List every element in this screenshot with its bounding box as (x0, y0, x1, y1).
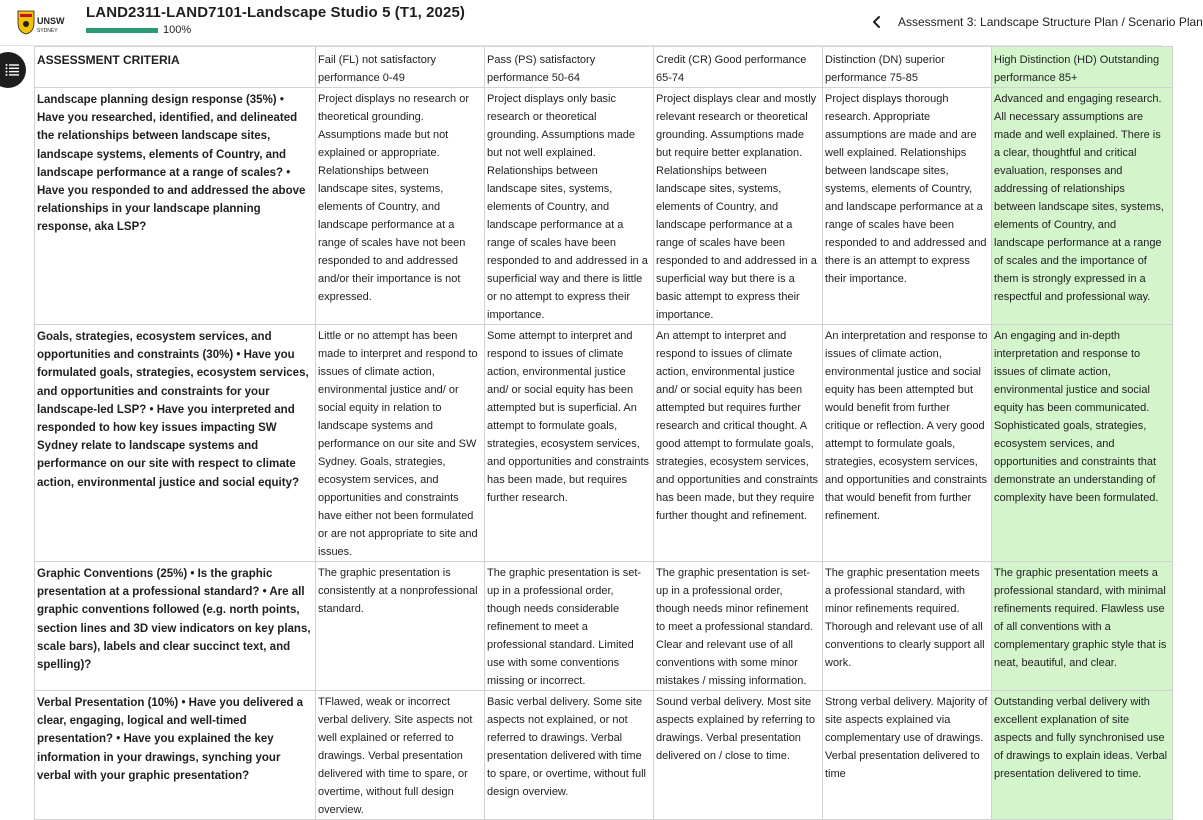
rubric-table (34, 46, 1173, 820)
rubric-cell-distinction (823, 562, 992, 691)
descriptor-text: The graphic presentation is set-up in a professional order, though needs considerable refinement to meet a professional standard. Limited use with some conventions missing or incorrect. (487, 567, 642, 687)
logo-text: UNSW (37, 16, 65, 26)
criterion-cell (35, 325, 316, 562)
level-label: Credit (CR) Good performance 65-74 (656, 54, 807, 84)
level-header-high-distinction (992, 47, 1173, 88)
descriptor-text: Project displays thorough research. Appropriate assumptions are made and are well explained. Relationships between landscape sites, systems, elements of Country, and landscape performance at a range of scales have been responded to and addressed and there is an attempt to express their importance. (825, 93, 987, 285)
progress-bar (86, 28, 158, 33)
progress-fill (86, 28, 158, 33)
rubric-cell-pass (485, 88, 654, 325)
breadcrumb[interactable]: Assessment 3: Landscape Structure Plan / Scenario Plan (898, 15, 1203, 29)
rubric-cell-distinction (823, 88, 992, 325)
rubric-cell-high-distinction (992, 562, 1173, 691)
criteria-heading: ASSESSMENT CRITERIA (37, 53, 180, 67)
level-label: Pass (PS) satisfactory performance 50-64 (487, 54, 596, 84)
criterion-text: Goals, strategies, ecosystem services, and opportunities and constraints (30%) • Have you formulated goals, strategies, ecosystem services, and opportunities and constraints for your landscape-led LSP? • Have you interpreted and responded to how key issues impacting SW Sydney relate to landscape systems and performance on our site with respect to climate action, environmental justice and social equity? (37, 331, 309, 489)
descriptor-text: An interpretation and response to issues of climate action, environmental justice and social equity has been attempted but would benefit from further critique or reflection. A very good attempt to formulate goals, strategies, ecosystem services, and opportunities and constraints that would benefit from further refinement. (825, 330, 988, 522)
descriptor-text: The graphic presentation is set-up in a professional order, though needs minor refinement to meet a professional standard. Clear and relevant use of all conventions with some minor mistakes / missing information. (656, 567, 814, 687)
descriptor-text: TFlawed, weak or incorrect verbal delivery. Site aspects not well explained or referred to drawings. Verbal presentation delivered with time to spare, or overtime, without full design overview. (318, 696, 473, 816)
logo-subtext: SYDNEY (37, 28, 58, 34)
rubric-row-goals-strategies (35, 325, 1173, 562)
rubric-cell-credit (654, 88, 823, 325)
rubric-cell-credit (654, 325, 823, 562)
rubric-cell-high-distinction (992, 88, 1173, 325)
rubric-cell-fail (316, 88, 485, 325)
descriptor-text: Outstanding verbal delivery with excellent explanation of site aspects and fully synchronised use of drawings to explain ideas. Verbal presentation delivered to time. (994, 696, 1168, 780)
rubric-cell-fail (316, 325, 485, 562)
rubric-cell-fail (316, 562, 485, 691)
level-header-pass (485, 47, 654, 88)
rubric-cell-distinction (823, 691, 992, 820)
level-label: Distinction (DN) superior performance 75-85 (825, 54, 945, 84)
criterion-cell (35, 562, 316, 691)
descriptor-text: An attempt to interpret and respond to issues of climate action, environmental justice and/ or social equity has been attempted but requires further research and critical thought. A good attempt to formulate goals, strategies, ecosystem services, and opportunities and constraints has been made, but they require further thought and refinement. (656, 330, 819, 522)
descriptor-text: Basic verbal delivery. Some site aspects not explained, or not referred to drawings. Verbal presentation delivered with time to spare, or overtime, without full design overview. (487, 696, 646, 798)
course-title: LAND2311-LAND7101-Landscape Studio 5 (T1, 2025) (86, 4, 465, 21)
descriptor-text: Project displays only basic research or theoretical grounding. Assumptions made but not well explained. Relationships between landscape sites, systems, elements of Country, and landscape performance at a range of scales have been responded to and addressed in a superficial way and there is little or no attempt to express their importance. (487, 93, 648, 321)
rubric-cell-pass (485, 325, 654, 562)
rubric-cell-credit (654, 691, 823, 820)
descriptor-text: Little or no attempt has been made to interpret and respond to issues of climate action, environmental justice and/ or social equity in relation to landscape systems and performance on our site and SW Sydney. Goals, strategies, ecosystem services, and opportunities and constraints have either not been formulated or are not appropriate to site and issues. (318, 330, 478, 558)
criterion-cell (35, 88, 316, 325)
descriptor-text: Sound verbal delivery. Most site aspects explained by referring to drawings. Verbal presentation delivered on / close to time. (656, 696, 815, 762)
rubric-row-landscape-planning (35, 88, 1173, 325)
top-header (0, 0, 1203, 46)
descriptor-text: Project displays clear and mostly relevant research or theoretical grounding. Assumptions made but require better explanation. Relationships between landscape sites, systems, elements of Country, and landscape performance at a range of scales have been responded to and addressed in a superficial way but there is a basic attempt to express their importance. (656, 93, 817, 321)
rubric-cell-pass (485, 562, 654, 691)
rubric-row-graphic-conventions (35, 562, 1173, 691)
rubric-cell-high-distinction (992, 691, 1173, 820)
level-header-distinction (823, 47, 992, 88)
level-label: High Distinction (HD) Outstanding performance 85+ (994, 54, 1160, 84)
rubric-cell-credit (654, 562, 823, 691)
descriptor-text: An engaging and in-depth interpretation and response to issues of climate action, environmental justice and social equity has been communicated. Sophisticated goals, strategies, ecosystem services, and opportunities and constraints that demonstrate an understanding of complexity have been formulated. (994, 330, 1159, 504)
list-menu-icon (5, 63, 19, 77)
rubric-cell-pass (485, 691, 654, 820)
descriptor-text: Some attempt to interpret and respond to issues of climate action, environmental justice and/ or social equity has been attempted but is superficial. An attempt to formulate goals, strategies, ecosystem services, and opportunities and constraints has been made, but requires further research. (487, 330, 650, 504)
chevron-left-icon[interactable] (868, 13, 886, 31)
descriptor-text: Advanced and engaging research. All necessary assumptions are made and well explained. There is a clear, thoughtful and critical evaluation, responses and addressing of relationships between landscape sites, systems, elements of Country, and landscape performance at a range of scales and the importance of them is strongly expressed in a respectful and professional way. (994, 93, 1164, 303)
rubric-header-row (35, 47, 1173, 88)
rubric-cell-distinction (823, 325, 992, 562)
descriptor-text: The graphic presentation is consistently at a nonprofessional standard. (318, 567, 478, 615)
criterion-cell (35, 691, 316, 820)
level-header-fail (316, 47, 485, 88)
rubric-container (34, 46, 1168, 820)
unsw-logo[interactable] (16, 9, 70, 35)
rubric-cell-high-distinction (992, 325, 1173, 562)
rubric-row-verbal-presentation (35, 691, 1173, 820)
progress-label: 100% (163, 24, 192, 36)
rubric-cell-fail (316, 691, 485, 820)
descriptor-text: The graphic presentation meets a professional standard, with minor refinements required. Thorough and relevant use of all conventions to clearly support all work. (825, 567, 985, 669)
level-header-credit (654, 47, 823, 88)
descriptor-text: The graphic presentation meets a professional standard, with minimal refinements required. Flawless use of all conventions with a complementary graphic style that is neat, beautiful, and clear. (994, 567, 1167, 669)
descriptor-text: Project displays no research or theoretical grounding. Assumptions made but not explained or appropriate. Relationships between landscape sites, systems, elements of Country, and landscape performance at a range of scales have not been responded to and addressed and/or their importance is not expressed. (318, 93, 470, 303)
criterion-text: Landscape planning design response (35%) • Have you researched, identified, and delineated the relationships between landscape sites, landscape systems, elements of Country, and landscape performance at a range of scales? • Have you responded to and addressed the above relationships in your landscape planning response, aka LSP? (37, 94, 306, 234)
level-label: Fail (FL) not satisfactory performance 0-49 (318, 54, 436, 84)
criterion-text: Verbal Presentation (10%) • Have you delivered a clear, engaging, logical and well-timed presentation? • Have you explained the key information in your drawings, synching your verbal with your graphic presentation? (37, 697, 304, 782)
outline-menu-button[interactable] (0, 52, 26, 88)
criterion-text: Graphic Conventions (25%) • Is the graphic presentation at a professional standard? • Are all graphic conventions followed (e.g. north points, section lines and 3D view indicators on key plans, scale bars), labels and clear succinct text, and spelling)? (37, 568, 311, 672)
descriptor-text: Strong verbal delivery. Majority of site aspects explained via complementary use of drawings. Verbal presentation delivered to time (825, 696, 988, 780)
criteria-heading-cell (35, 47, 316, 88)
